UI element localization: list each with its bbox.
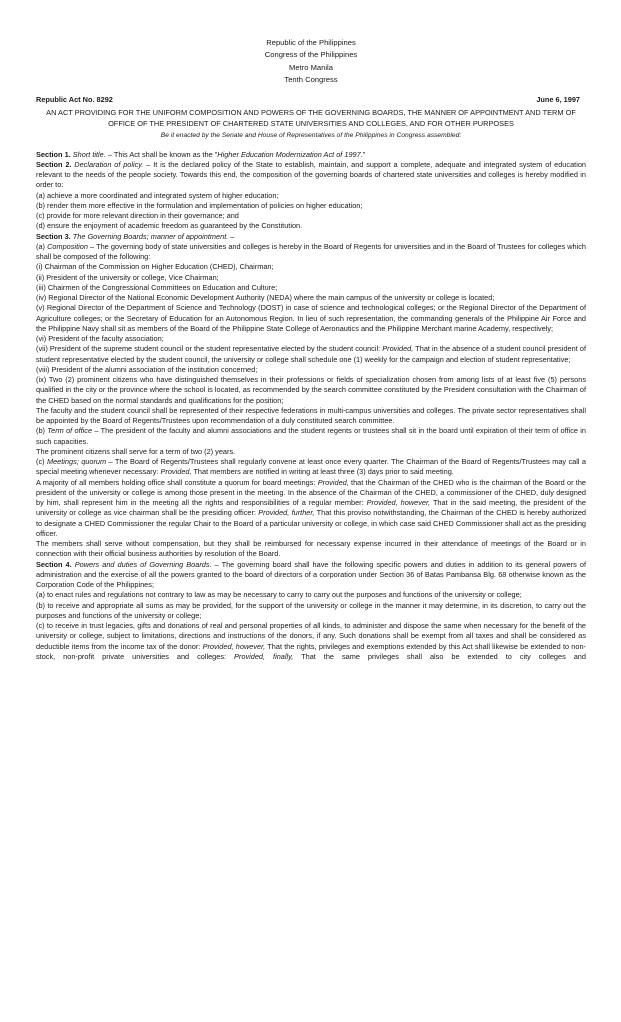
section-heading: Powers and duties of Governing Boards (74, 559, 210, 569)
paragraph: The prominent citizens shall serve for a term of two (2) years. (36, 446, 236, 456)
short-title: Higher Education Modernization Act of 1997 (217, 149, 361, 159)
paragraph-quorum: A majority of all members holding office shall constitute a quorum for board meetings: Provided, that the Chairman of the CHED who is the chairman of the Board or the president of the university or college is among those present in the meeting. In the absence of the Chairman of the CHED, a commissioner of the CHED, duly designed by him, shall represent him in the meeting all the rights and responsibilities of a regular member: Provided, however, That in the said meeting, the president of the university or college as vice chairman shall be the presiding officer: Provided, further, That this proviso notwithstanding, the Chairman of the CHED is hereby authorized to designate a CHED Commissioner the regular Chair to the Board of a particular university or college, in which case said CHED Commissioner shall act as the presiding officer. (36, 477, 586, 538)
paragraph-composition: (a) Composition – The governing body of state universities and colleges is hereby in the Board of Regents for universities and in the Board of Trustees for colleges which shall be composed of the following: (36, 241, 587, 262)
paragraph-meetings: (c) Meetings; quorum – The Board of Regents/Trustees shall regularly convene at least once every quarter. The Chairman of the Board of Regents/Trustees may call a special meeting whenever necessary: Provided, That members are notified in writing at least three (3) days prior to said meeting. (36, 457, 586, 477)
list-item: (c) provide for more relevant direction in their governance; and (36, 211, 239, 221)
header-congress: Congress of the Philippines (264, 50, 358, 60)
section-label: Section 3. (36, 231, 71, 241)
header-congress-number: Tenth Congress (284, 74, 338, 84)
act-title: AN ACT PROVIDING FOR THE UNIFORM COMPOSITION AND POWERS OF THE GOVERNING BOARDS, THE MANNER OF APPOINTMENT AND TERM OF OFFICE OF THE PRESIDENT OF CHARTERED STATE UNIVERSITIES AND COLLEGES, AND FOR OTHER PURPOSES (46, 108, 576, 129)
section-2: Section 2. Declaration of policy. – It is the declared policy of the State to establish, maintain, and support a complete, adequate and integrated system of education relevant to the needs of the people society. Towards this end, the composition of the governing boards of chartered state universities and colleges is hereby modified in order to: (36, 159, 586, 190)
section-heading: Short title. (72, 149, 106, 159)
list-item: (vi) President of the faculty association; (36, 334, 164, 344)
section-label: Section 1. (36, 149, 71, 159)
enacting-clause: Be it enacted by the Senate and House of Representatives of the Philippines in Congress assembled: (160, 132, 462, 140)
list-item: (ii) President of the university or college, Vice Chairman; (36, 272, 219, 282)
section-heading: The Governing Boards; manner of appointment. (72, 231, 229, 241)
list-item: (i) Chairman of the Commission on Higher Education (CHED), Chairman; (36, 262, 274, 272)
list-item: (iii) Chairmen of the Congressional Committees on Education and Culture; (36, 282, 278, 292)
section-1: Section 1. Short title. – This Act shall be known as the "Higher Education Modernization Act of 1997." (36, 149, 366, 159)
list-item: (ix) Two (2) prominent citizens who have distinguished themselves in their professions or fields of specialization chosen from among lists of at least five (5) persons qualified in the city or the province where the school is located, as recommended by the search committee constituted by the President consultation with the Chairman of the CHED based on the normal standards and qualifications for the position; (36, 375, 586, 405)
list-item: (v) Regional Director of the Department of Science and Technology (DOST) in case of science and technological colleges; or the Regional Director of the Department of Agriculture colleges; or the Secretary of Education for an Autonomous Region. In lieu of such representation, the commanding generals of the Philippine Air Force and the Philippine Navy shall sit as members of the Board of the Philippine State College of Aeronautics and the Philippine Merchant marine Academy, respectively; (36, 303, 586, 333)
section-3: Section 3. The Governing Boards; manner of appointment. – (36, 231, 235, 241)
section-label: Section 4. (36, 559, 72, 569)
list-item: (a) achieve a more coordinated and integrated system of higher education; (36, 190, 279, 200)
act-number-line (36, 95, 586, 105)
paragraph: The members shall serve without compensation, but they shall be reimbursed for necessary expense incurred in their attendance of meetings of the Board or in connection with their official business authorities by resolution of the Board. (36, 539, 586, 559)
act-date: June 6, 1997 (536, 95, 580, 105)
list-item: (c) to receive in trust legacies, gifts and donations of real and personal properties of all kinds, to administer and dispose the same when necessary for the benefit of the university or college, subject to limitations, directions and instructions of the donors, if any. Such donations shall be exempt from all taxes and shall be considered as deductible items from the income tax of the donor: Provided, however, That the rights, privileges and exemptions extended by this Act shall likewise be extended to non-stock, non-profit private universities and colleges: Provided, finally, That the same privileges shall also be extended to city colleges and (36, 621, 586, 661)
list-item: (d) ensure the enjoyment of academic freedom as guaranteed by the Constitution. (36, 221, 303, 231)
list-item: (vii) President of the supreme student council or the student representative elected by the student council: Provided, That in the absence of a student council president of student representative elected by the student council, the university or college shall schedule one (1) weekly for the campaign and election of student representative; (36, 344, 586, 364)
section-label: Section 2. (36, 159, 72, 169)
paragraph: The faculty and the student council shall be represented of their respective federations in multi-campus universities and colleges. The private sector representatives shall be appointed by the Board of Regents/Trustees upon recommendation of a duly constituted search committee. (36, 405, 586, 426)
list-item: (viii) President of the alumni association of the institution concerned; (36, 364, 258, 374)
list-item: (a) to enact rules and regulations not contrary to law as may be necessary to carry to carry out the purposes and functions of the university or college; (36, 590, 522, 600)
section-heading: Declaration of policy. (74, 159, 144, 169)
document-header (36, 37, 586, 86)
act-number: Republic Act No. 8292 (36, 95, 113, 105)
list-item: (iv) Regional Director of the National Economic Development Authority (NEDA) where the main campus of the university or college is located; (36, 293, 495, 303)
paragraph-term-of-office: (b) Term of office – The president of the faculty and alumni associations and the student regents or trustees shall sit in the board until expiration of their term of office in such capacities. (36, 426, 587, 446)
section-4: Section 4. Powers and duties of Governing Boards. – The governing board shall have the following specific powers and duties in addition to its general powers of administration and the exercise of all the powers granted to the board of directors of a corporation under Section 36 of Batas Pambansa Blg. 68 otherwise known as the Corporation Code of the Philippines; (36, 559, 586, 590)
header-city: Metro Manila (289, 62, 333, 72)
header-republic: Republic of the Philippines (266, 38, 356, 47)
list-item: (b) render them more effective in the formulation and implementation of policies on higher education; (36, 200, 363, 210)
list-item: (b) to receive and appropriate all sums as may be provided, for the support of the university or college in the manner it may determine, in its discretion, to carry out the purposes and functions of the university or college; (36, 600, 586, 620)
